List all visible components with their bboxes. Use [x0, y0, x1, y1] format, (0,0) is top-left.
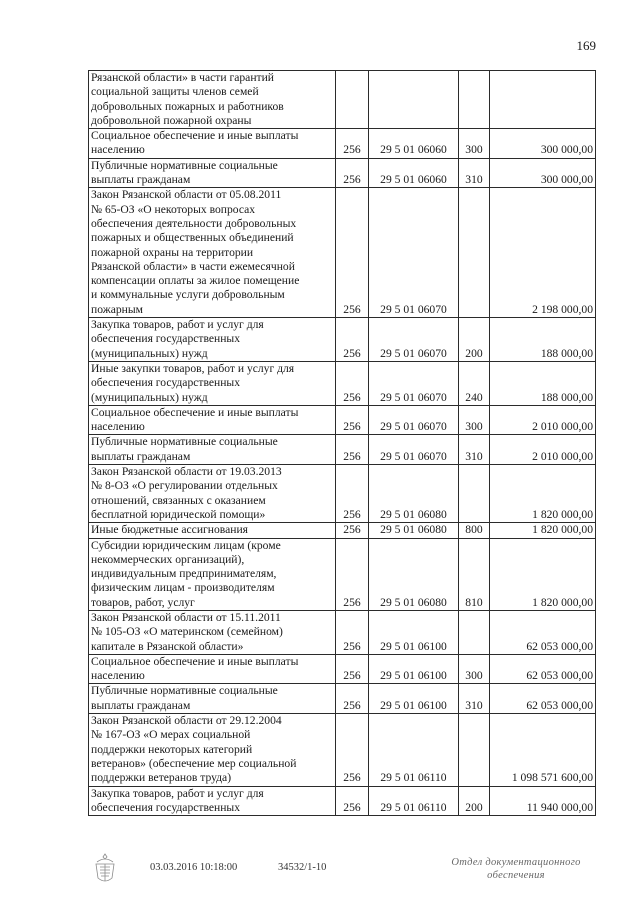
row-name-cell — [89, 318, 336, 362]
table-row — [89, 158, 596, 188]
row-name-line: пожарной охраны на территории — [91, 245, 254, 259]
department-code-cell: 256 — [336, 538, 369, 610]
row-name-line: Закон Рязанской области от 15.11.2011 — [91, 610, 281, 624]
table-row — [89, 435, 596, 465]
amount-cell: 62 053 000,00 — [490, 610, 596, 654]
row-name-line: Закупка товаров, работ и услуг для — [91, 786, 264, 800]
row-name-line: товаров, работ, услуг — [91, 595, 195, 609]
row-name-line: ветеранов» (обеспечение мер социальной — [91, 756, 297, 770]
amount-cell: 300 000,00 — [490, 129, 596, 159]
target-article-cell — [369, 71, 459, 129]
row-name-line: Публичные нормативные социальные — [91, 158, 278, 172]
row-name-line: (муниципальных) нужд — [91, 346, 208, 360]
row-name-line: отношений, связанных с оказанием — [91, 493, 266, 507]
target-article-cell: 29 5 01 06060 — [369, 158, 459, 188]
row-name-cell — [89, 684, 336, 714]
department-code-cell: 256 — [336, 465, 369, 523]
expense-type-cell — [459, 465, 490, 523]
row-name-line: № 8-ОЗ «О регулировании отдельных — [91, 479, 278, 493]
expense-type-cell: 200 — [459, 786, 490, 816]
coat-of-arms-icon — [92, 852, 118, 886]
stamp-line: обеспечения — [487, 870, 545, 881]
amount-cell: 2 010 000,00 — [490, 435, 596, 465]
amount-cell: 62 053 000,00 — [490, 684, 596, 714]
row-name-line: обеспечения государственных — [91, 376, 241, 390]
table-row — [89, 538, 596, 610]
row-name-line: обеспечения деятельности добровольных — [91, 216, 297, 230]
row-name-line: Публичные нормативные социальные — [91, 435, 278, 449]
target-article-cell: 29 5 01 06070 — [369, 435, 459, 465]
table-row — [89, 405, 596, 435]
expense-type-cell — [459, 610, 490, 654]
row-name-line: населению — [91, 669, 145, 683]
row-name-line: № 105-ОЗ «О материнском (семейном) — [91, 625, 283, 639]
row-name-line: выплаты гражданам — [91, 698, 191, 712]
department-code-cell — [336, 71, 369, 129]
amount-cell: 1 098 571 600,00 — [490, 714, 596, 786]
row-name-line: № 65-ОЗ «О некоторых вопросах — [91, 202, 256, 216]
row-name-line: (муниципальных) нужд — [91, 390, 208, 404]
row-name-cell — [89, 71, 336, 129]
amount-cell: 300 000,00 — [490, 158, 596, 188]
row-name-cell — [89, 610, 336, 654]
row-name-line: Рязанской области» в части ежемесячной — [91, 259, 295, 273]
row-name-line: компенсации оплаты за жилое помещение — [91, 274, 300, 288]
row-name-line: Субсидии юридическим лицам (кроме — [91, 538, 281, 552]
row-name-line: Публичные нормативные социальные — [91, 684, 278, 698]
row-name-line: добровольных пожарных и работников — [91, 99, 284, 113]
expense-type-cell — [459, 714, 490, 786]
row-name-cell — [89, 714, 336, 786]
row-name-line: выплаты гражданам — [91, 173, 191, 187]
target-article-cell: 29 5 01 06080 — [369, 465, 459, 523]
table-row — [89, 188, 596, 318]
row-name-line: Иные закупки товаров, работ и услуг для — [91, 361, 295, 375]
row-name-cell — [89, 523, 336, 538]
row-name-line: Социальное обеспечение и иные выплаты — [91, 405, 299, 419]
row-name-line: Рязанской области» в части гарантий — [91, 71, 274, 84]
amount-cell: 11 940 000,00 — [490, 786, 596, 816]
footer-date: 03.03.2016 10:18:00 — [150, 862, 238, 873]
table-row — [89, 129, 596, 159]
row-name-line: поддержки некоторых категорий — [91, 742, 253, 756]
target-article-cell: 29 5 01 06070 — [369, 405, 459, 435]
expense-type-cell: 300 — [459, 405, 490, 435]
table-row — [89, 71, 596, 129]
row-name-line: Социальное обеспечение и иные выплаты — [91, 129, 299, 143]
row-name-cell — [89, 465, 336, 523]
row-name-line: добровольной пожарной охраны — [91, 113, 252, 127]
table-row — [89, 318, 596, 362]
expense-type-cell — [459, 71, 490, 129]
target-article-cell: 29 5 01 06110 — [369, 714, 459, 786]
row-name-cell — [89, 654, 336, 684]
amount-cell: 2 010 000,00 — [490, 405, 596, 435]
expense-type-cell: 200 — [459, 318, 490, 362]
expense-type-cell: 240 — [459, 361, 490, 405]
row-name-cell — [89, 435, 336, 465]
expense-type-cell: 300 — [459, 129, 490, 159]
row-name-line: № 167-ОЗ «О мерах социальной — [91, 728, 251, 742]
target-article-cell: 29 5 01 06100 — [369, 654, 459, 684]
row-name-cell — [89, 188, 336, 318]
department-code-cell: 256 — [336, 654, 369, 684]
footer-document-code: 34532/1-10 — [278, 862, 327, 873]
amount-cell: 1 820 000,00 — [490, 538, 596, 610]
row-name-line: пожарным — [91, 302, 143, 316]
department-code-cell: 256 — [336, 684, 369, 714]
expense-type-cell: 300 — [459, 654, 490, 684]
row-name-cell — [89, 786, 336, 816]
budget-table — [88, 70, 596, 816]
row-name-line: некоммерческих организаций), — [91, 552, 245, 566]
row-name-line: Иные бюджетные ассигнования — [91, 523, 248, 537]
department-code-cell: 256 — [336, 405, 369, 435]
row-name-line: капитале в Рязанской области» — [91, 639, 244, 653]
expense-type-cell: 800 — [459, 523, 490, 538]
target-article-cell: 29 5 01 06110 — [369, 786, 459, 816]
page-number: 169 — [576, 38, 596, 53]
department-code-cell: 256 — [336, 318, 369, 362]
department-code-cell: 256 — [336, 523, 369, 538]
department-code-cell: 256 — [336, 435, 369, 465]
row-name-line: Социальное обеспечение и иные выплаты — [91, 654, 299, 668]
table-row — [89, 786, 596, 816]
department-code-cell: 256 — [336, 786, 369, 816]
table-row — [89, 465, 596, 523]
stamp-line: Отдел документационного — [451, 857, 581, 868]
table-row — [89, 610, 596, 654]
target-article-cell: 29 5 01 06100 — [369, 610, 459, 654]
amount-cell: 2 198 000,00 — [490, 188, 596, 318]
row-name-cell — [89, 158, 336, 188]
row-name-line: социальной защиты членов семей — [91, 85, 259, 99]
target-article-cell: 29 5 01 06080 — [369, 523, 459, 538]
amount-cell: 1 820 000,00 — [490, 523, 596, 538]
row-name-cell — [89, 361, 336, 405]
row-name-line: населению — [91, 143, 145, 157]
table-row — [89, 361, 596, 405]
row-name-line: выплаты гражданам — [91, 449, 191, 463]
row-name-line: Закупка товаров, работ и услуг для — [91, 318, 264, 332]
table-row — [89, 654, 596, 684]
table-row — [89, 523, 596, 538]
row-name-line: индивидуальным предпринимателям, — [91, 567, 277, 581]
row-name-cell — [89, 538, 336, 610]
expense-type-cell: 310 — [459, 435, 490, 465]
row-name-line: Закон Рязанской области от 29.12.2004 — [91, 714, 282, 728]
row-name-line: обеспечения государственных — [91, 800, 241, 814]
row-name-cell — [89, 405, 336, 435]
department-code-cell: 256 — [336, 188, 369, 318]
target-article-cell: 29 5 01 06100 — [369, 684, 459, 714]
amount-cell — [490, 71, 596, 129]
department-code-cell: 256 — [336, 158, 369, 188]
department-code-cell: 256 — [336, 714, 369, 786]
row-name-line: обеспечения государственных — [91, 332, 241, 346]
expense-type-cell — [459, 188, 490, 318]
expense-type-cell: 310 — [459, 158, 490, 188]
row-name-line: и коммунальные услуги добровольным — [91, 288, 285, 302]
row-name-line: физическим лицам - производителям — [91, 581, 275, 595]
department-code-cell: 256 — [336, 610, 369, 654]
amount-cell: 188 000,00 — [490, 361, 596, 405]
amount-cell: 62 053 000,00 — [490, 654, 596, 684]
target-article-cell: 29 5 01 06060 — [369, 129, 459, 159]
page-footer — [0, 852, 640, 902]
target-article-cell: 29 5 01 06080 — [369, 538, 459, 610]
row-name-line: Закон Рязанской области от 19.03.2013 — [91, 465, 282, 479]
amount-cell: 1 820 000,00 — [490, 465, 596, 523]
row-name-line: поддержки ветеранов труда) — [91, 771, 232, 785]
budget-table-body — [89, 71, 596, 816]
department-code-cell: 256 — [336, 361, 369, 405]
expense-type-cell: 310 — [459, 684, 490, 714]
row-name-line: населению — [91, 420, 145, 434]
row-name-line: бесплатной юридической помощи» — [91, 507, 266, 521]
row-name-line: Закон Рязанской области от 05.08.2011 — [91, 188, 282, 202]
department-code-cell: 256 — [336, 129, 369, 159]
table-row — [89, 714, 596, 786]
row-name-cell — [89, 129, 336, 159]
expense-type-cell: 810 — [459, 538, 490, 610]
amount-cell: 188 000,00 — [490, 318, 596, 362]
department-stamp — [436, 856, 596, 882]
row-name-line: пожарных и общественных объединений — [91, 231, 294, 245]
target-article-cell: 29 5 01 06070 — [369, 361, 459, 405]
target-article-cell: 29 5 01 06070 — [369, 188, 459, 318]
table-row — [89, 684, 596, 714]
target-article-cell: 29 5 01 06070 — [369, 318, 459, 362]
